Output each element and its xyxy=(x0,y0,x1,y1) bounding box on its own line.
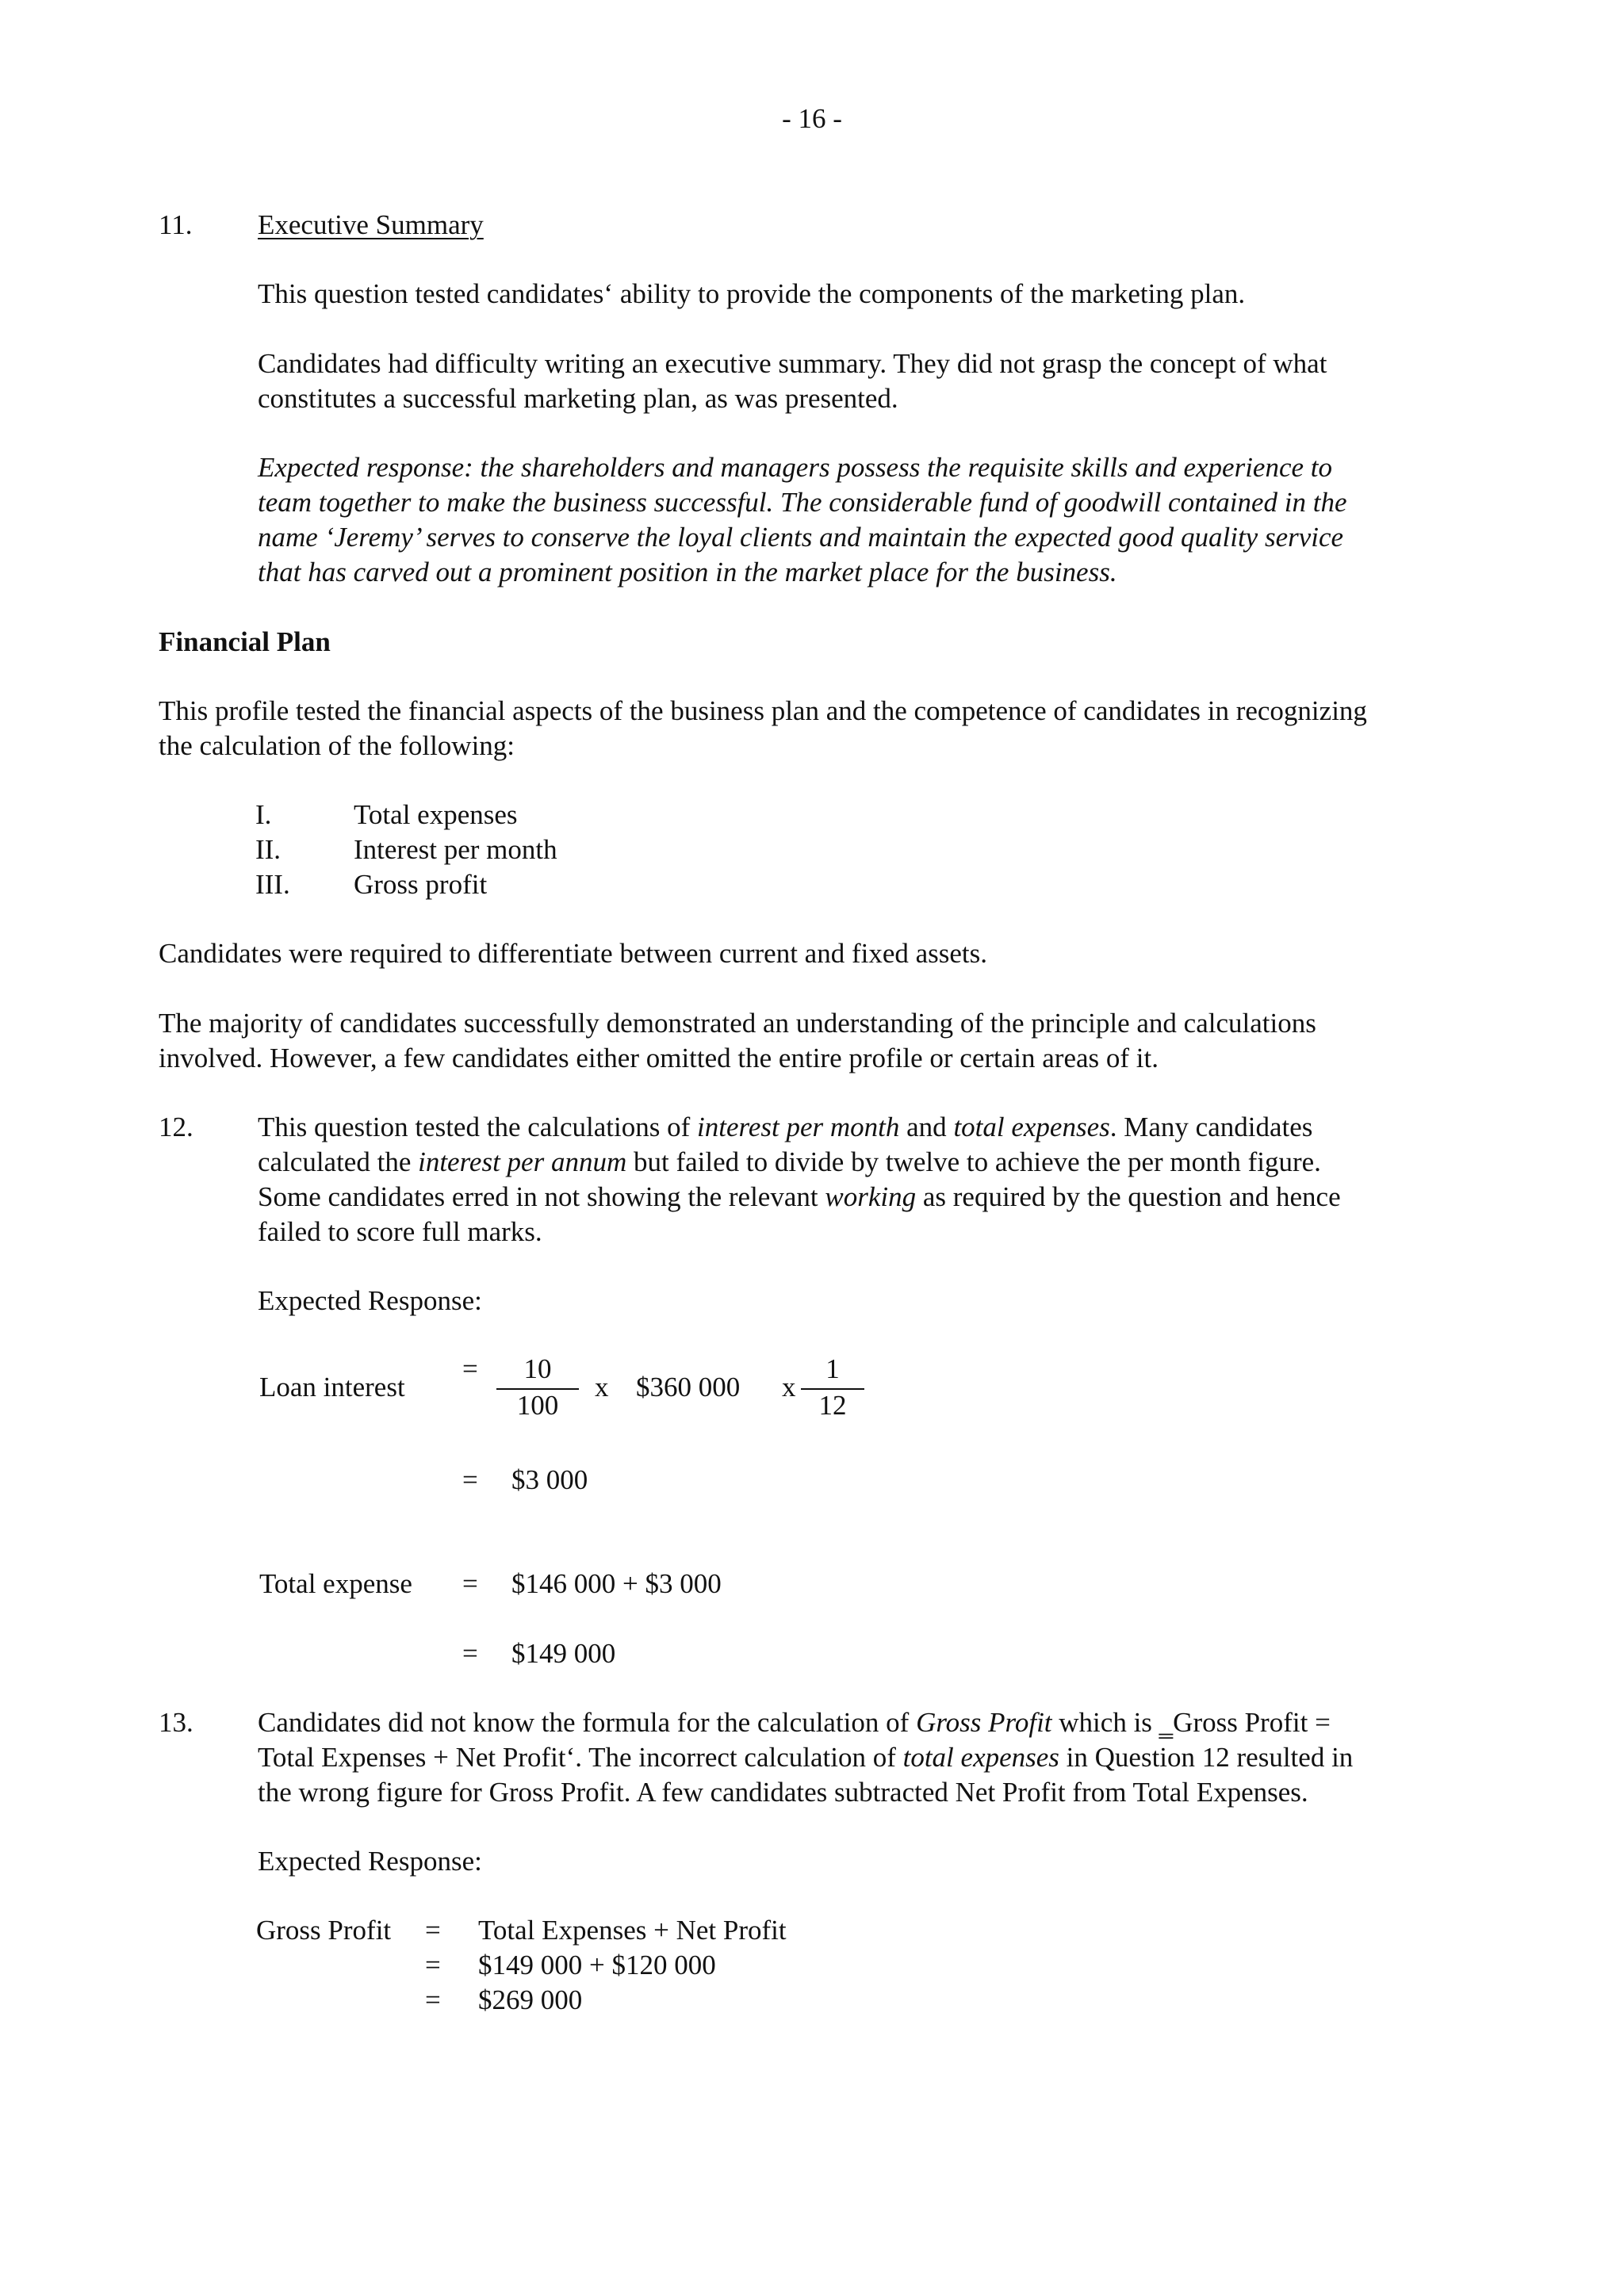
financial-plan-intro xyxy=(159,694,1479,763)
equals-sign: = xyxy=(462,1353,478,1384)
section-12-paragraph xyxy=(258,1110,1479,1249)
section-11-expected-response xyxy=(258,450,1479,590)
text-line: name ‘Jeremy’ serves to conserve the loyal clients and maintain the expected good quality service xyxy=(258,522,1344,553)
equals-sign: = xyxy=(462,1638,478,1669)
loan-interest-label: Loan interest xyxy=(259,1372,405,1402)
times-sign: x xyxy=(595,1372,609,1402)
list-numeral: III. xyxy=(255,869,290,900)
text-line: team together to make the business successful. The considerable fund of goodwill contained in the xyxy=(258,487,1347,518)
principal-amount: $360 000 xyxy=(636,1372,741,1402)
text-line: Total Expenses + Net Profit‘. The incorrect calculation of total expenses in Question 12 resulted in xyxy=(258,1742,1354,1773)
text-line: calculated the interest per annum but failed to divide by twelve to achieve the per month figure. xyxy=(258,1146,1321,1177)
assets-paragraph: Candidates were required to differentiate between current and fixed assets. xyxy=(159,938,988,969)
list-item: Gross profit xyxy=(354,869,488,900)
section-11-number: 11. xyxy=(159,209,193,240)
list-numeral: II. xyxy=(255,834,282,865)
text-line: This question tested the calculations of interest per month and total expenses. Many candidates xyxy=(258,1112,1313,1142)
section-11-para1: This question tested candidates‘ ability to provide the components of the marketing plan. xyxy=(258,278,1246,309)
section-13-expected-label: Expected Response: xyxy=(258,1846,482,1877)
times-sign: x xyxy=(782,1372,796,1402)
equals-sign: = xyxy=(425,1915,441,1946)
equals-sign: = xyxy=(425,1984,441,2015)
list-numeral: I. xyxy=(255,799,272,830)
total-expense-sum: $146 000 + $3 000 xyxy=(511,1568,722,1599)
gross-profit-formula-row: Total Expenses + Net Profit xyxy=(478,1915,787,1946)
total-expense-label: Total expense xyxy=(259,1568,412,1599)
equals-sign: = xyxy=(462,1568,478,1599)
fraction-numerator: 10 xyxy=(523,1353,552,1384)
equals-sign: = xyxy=(462,1464,478,1495)
section-11-para2 xyxy=(258,346,1479,416)
financial-plan-heading: Financial Plan xyxy=(159,626,331,657)
gross-profit-values-row: $149 000 + $120 000 xyxy=(478,1950,716,1980)
list-item: Total expenses xyxy=(354,799,518,830)
text-line: The majority of candidates successfully demonstrated an understanding of the principle and calculations xyxy=(159,1008,1316,1039)
gross-profit-result: $269 000 xyxy=(478,1984,583,2015)
page-number: - 16 - xyxy=(782,103,842,134)
loan-interest-result: $3 000 xyxy=(511,1464,588,1495)
section-12-expected-label: Expected Response: xyxy=(258,1285,482,1316)
text-line: failed to score full marks. xyxy=(258,1216,542,1247)
gross-profit-label: Gross Profit xyxy=(256,1915,392,1946)
majority-paragraph xyxy=(159,1006,1479,1076)
text-line: This profile tested the financial aspects of the business plan and the competence of candidates in recognizing xyxy=(159,695,1367,726)
section-12-number: 12. xyxy=(159,1112,193,1142)
text-line: involved. However, a few candidates either omitted the entire profile or certain areas of it. xyxy=(159,1043,1159,1073)
fraction-denominator: 12 xyxy=(818,1390,847,1421)
fraction-denominator: 100 xyxy=(516,1390,559,1421)
total-expense-result: $149 000 xyxy=(511,1638,616,1669)
text-line: Candidates had difficulty writing an executive summary. They did not grasp the concept of what xyxy=(258,348,1327,379)
fraction-numerator: 1 xyxy=(825,1353,840,1384)
text-line: Some candidates erred in not showing the relevant working as required by the question and hence xyxy=(258,1181,1341,1212)
text-line: the wrong figure for Gross Profit. A few candidates subtracted Net Profit from Total Expenses. xyxy=(258,1777,1308,1808)
section-13-number: 13. xyxy=(159,1707,193,1738)
equals-sign: = xyxy=(425,1950,441,1980)
text-line: Candidates did not know the formula for the calculation of Gross Profit which is ‗Gross Profit = xyxy=(258,1707,1331,1738)
section-13-paragraph xyxy=(258,1705,1479,1810)
list-item: Interest per month xyxy=(354,834,557,865)
section-11-heading: Executive Summary xyxy=(258,209,484,240)
text-line: the calculation of the following: xyxy=(159,730,515,761)
text-line: Expected response: the shareholders and managers possess the requisite skills and experience to xyxy=(258,452,1333,483)
text-line: that has carved out a prominent position in the market place for the business. xyxy=(258,557,1117,587)
text-line: constitutes a successful marketing plan, as was presented. xyxy=(258,383,898,414)
